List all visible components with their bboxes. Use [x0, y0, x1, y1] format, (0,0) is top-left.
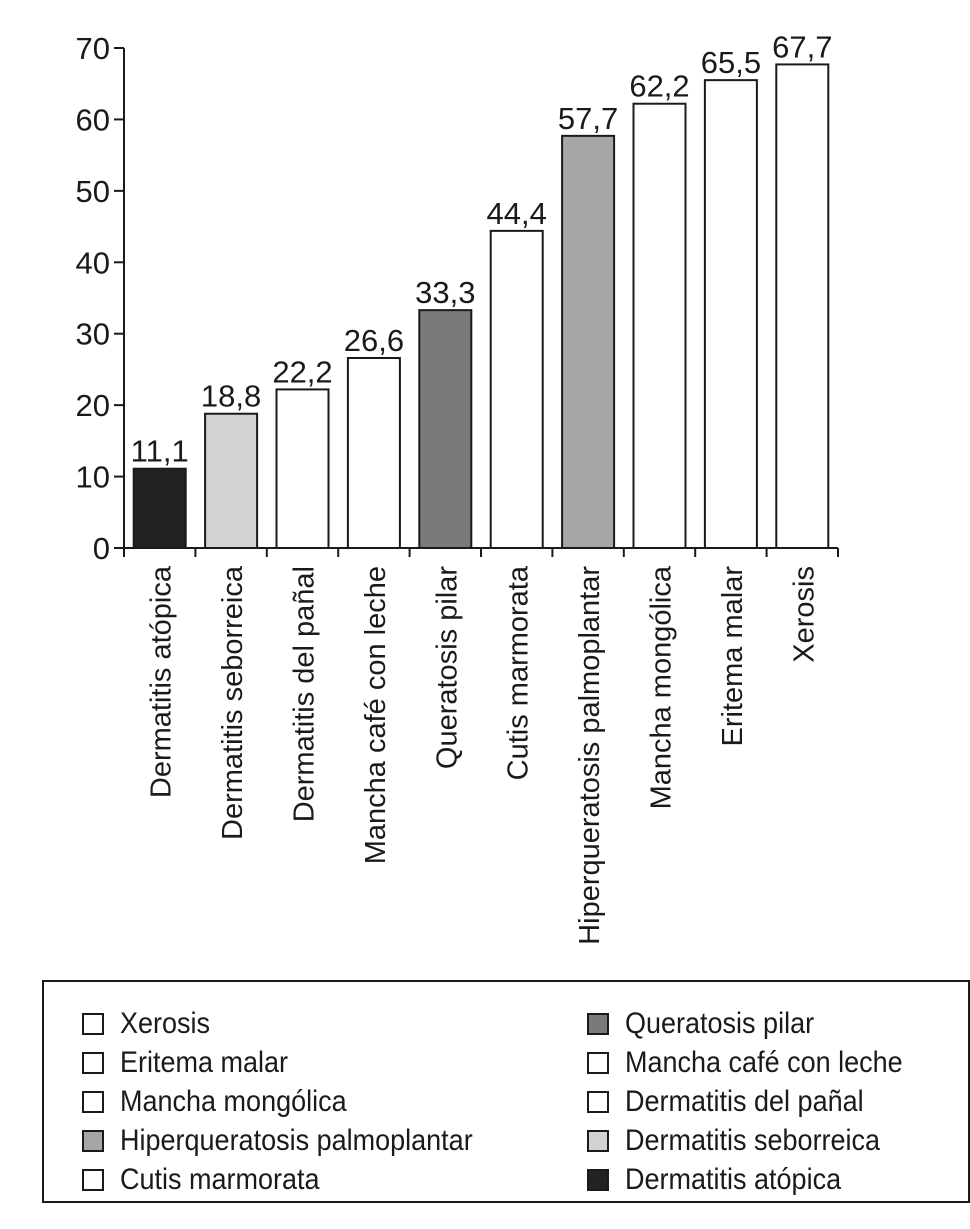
- bar: [491, 231, 543, 548]
- bar: [419, 310, 471, 548]
- legend-label: Xerosis: [120, 1006, 211, 1040]
- x-tick-label: Xerosis: [788, 566, 821, 663]
- legend-column-left: [82, 1004, 512, 1199]
- legend-label: Eritema malar: [120, 1045, 289, 1079]
- x-tick-label: Cutis marmorata: [502, 566, 535, 781]
- x-tick-label: Dermatitis del pañal: [288, 566, 321, 823]
- legend-item: [587, 1043, 934, 1082]
- y-tick-label: 70: [75, 31, 110, 66]
- legend-swatch: [587, 1052, 609, 1074]
- y-tick-label: 20: [75, 388, 110, 424]
- legend-item: [82, 1004, 512, 1043]
- legend-item: [587, 1004, 934, 1043]
- bar: [705, 80, 757, 548]
- x-tick-label: Mancha mongólica: [645, 566, 678, 810]
- x-tick-label: Dermatitis seborreica: [217, 566, 250, 840]
- bar: [634, 104, 686, 548]
- legend-swatch: [587, 1169, 609, 1191]
- y-tick-label: 30: [75, 316, 110, 352]
- bar: [776, 64, 828, 548]
- bars-group: [134, 64, 829, 548]
- bar: [134, 469, 186, 548]
- y-tick-label: 10: [75, 459, 110, 495]
- legend-swatch: [82, 1052, 104, 1074]
- x-tick-label: Queratosis pilar: [431, 566, 464, 770]
- legend-swatch: [587, 1130, 609, 1152]
- legend-swatch: [587, 1013, 609, 1035]
- bar-value-label: 18,8: [200, 378, 262, 414]
- x-tick-label: Mancha café con leche: [359, 566, 392, 865]
- bar: [277, 389, 329, 548]
- bar: [205, 414, 257, 548]
- legend-swatch: [82, 1169, 104, 1191]
- legend-item: [82, 1082, 512, 1121]
- legend-item: [587, 1160, 934, 1199]
- legend-label: Cutis marmorata: [120, 1162, 320, 1196]
- legend-label: Hiperqueratosis palmoplantar: [120, 1123, 473, 1157]
- legend-label: Queratosis pilar: [625, 1006, 815, 1040]
- legend-swatch: [82, 1013, 104, 1035]
- legend-label: Mancha café con leche: [625, 1045, 903, 1079]
- legend-label: Dermatitis seborreica: [625, 1123, 881, 1157]
- y-tick-label: 50: [75, 173, 110, 209]
- legend-label: Mancha mongólica: [120, 1084, 347, 1118]
- legend-label: Dermatitis atópica: [625, 1162, 842, 1196]
- legend-item: [82, 1160, 512, 1199]
- legend-item: [587, 1121, 934, 1160]
- bar-value-label: 22,2: [272, 354, 333, 390]
- legend-item: [82, 1121, 512, 1160]
- legend-item: [82, 1043, 512, 1082]
- bar: [348, 358, 400, 548]
- legend-label: Dermatitis del pañal: [625, 1084, 864, 1118]
- bar-value-label: 33,3: [415, 275, 476, 311]
- x-tick-label: Hiperqueratosis palmoplantar: [574, 566, 607, 945]
- legend-column-right: [587, 1004, 934, 1199]
- bar-value-label: 62,2: [629, 68, 690, 104]
- legend-swatch: [587, 1091, 609, 1113]
- bar-value-label: 11,1: [130, 433, 189, 469]
- bar-value-label: 26,6: [343, 323, 405, 358]
- x-tick-label: Eritema malar: [716, 566, 749, 747]
- bar-value-label: 67,7: [772, 29, 833, 65]
- bar: [562, 136, 614, 548]
- legend-swatch: [82, 1130, 104, 1152]
- legend-swatch: [82, 1091, 104, 1113]
- bar-value-label: 57,7: [557, 100, 619, 136]
- y-tick-label: 60: [75, 102, 110, 138]
- y-tick-label: 0: [92, 531, 110, 566]
- y-tick-label: 40: [75, 245, 110, 281]
- bar-value-label: 44,4: [486, 195, 547, 231]
- x-tick-label: Dermatitis atópica: [145, 566, 178, 799]
- bar-value-label: 65,5: [700, 45, 762, 81]
- legend-item: [587, 1082, 934, 1121]
- legend: [42, 980, 970, 1203]
- x-tick-labels-group: [146, 565, 821, 945]
